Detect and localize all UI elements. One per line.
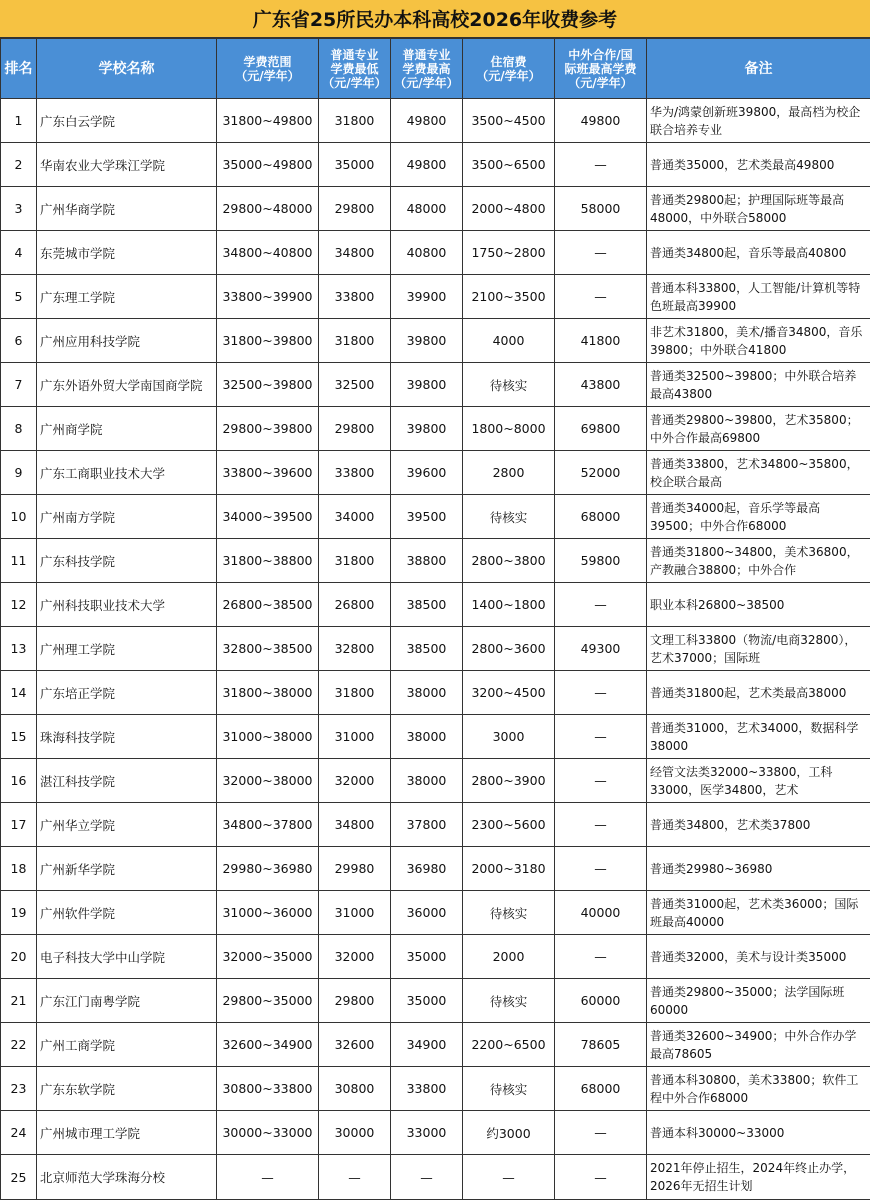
cell-note: 普通类31000，艺术34000，数据科学38000 <box>647 715 870 759</box>
cell-range: 31800~38800 <box>217 539 319 583</box>
col-header-range: 学费范围 （元/学年） <box>217 39 319 99</box>
cell-dorm: 1400~1800 <box>463 583 555 627</box>
table-row <box>1 979 870 1023</box>
cell-range: 34800~40800 <box>217 231 319 275</box>
cell-rank: 18 <box>1 847 37 891</box>
cell-school: 广东理工学院 <box>37 275 217 319</box>
cell-max: 36980 <box>391 847 463 891</box>
table-row <box>1 319 870 363</box>
cell-school: 广东白云学院 <box>37 99 217 143</box>
cell-min: 31800 <box>319 539 391 583</box>
cell-school: 广州城市理工学院 <box>37 1111 217 1155</box>
cell-school: 广东培正学院 <box>37 671 217 715</box>
table-row <box>1 99 870 143</box>
cell-intl: — <box>555 847 647 891</box>
cell-dorm: 1750~2800 <box>463 231 555 275</box>
table-row <box>1 627 870 671</box>
table-row <box>1 1111 870 1155</box>
table-row <box>1 451 870 495</box>
cell-note: 普通本科30000~33000 <box>647 1111 870 1155</box>
cell-school: 广州工商学院 <box>37 1023 217 1067</box>
cell-note: 普通类32500~39800；中外联合培养最高43800 <box>647 363 870 407</box>
cell-dorm: 3500~6500 <box>463 143 555 187</box>
cell-range: 29980~36980 <box>217 847 319 891</box>
cell-rank: 22 <box>1 1023 37 1067</box>
cell-min: 29800 <box>319 407 391 451</box>
cell-note: 普通类34800起，音乐等最高40800 <box>647 231 870 275</box>
cell-range: — <box>217 1155 319 1200</box>
cell-note: 普通类35000，艺术类最高49800 <box>647 143 870 187</box>
cell-intl: 58000 <box>555 187 647 231</box>
table-row <box>1 1067 870 1111</box>
cell-intl: — <box>555 275 647 319</box>
cell-max: 49800 <box>391 99 463 143</box>
cell-rank: 8 <box>1 407 37 451</box>
cell-range: 26800~38500 <box>217 583 319 627</box>
cell-rank: 21 <box>1 979 37 1023</box>
table-row <box>1 1023 870 1067</box>
cell-school: 东莞城市学院 <box>37 231 217 275</box>
cell-rank: 20 <box>1 935 37 979</box>
cell-intl: — <box>555 671 647 715</box>
cell-note: 2021年停止招生，2024年终止办学，2026年无招生计划 <box>647 1155 870 1200</box>
cell-rank: 5 <box>1 275 37 319</box>
cell-range: 33800~39600 <box>217 451 319 495</box>
cell-min: 32500 <box>319 363 391 407</box>
cell-max: — <box>391 1155 463 1200</box>
cell-dorm: 待核实 <box>463 891 555 935</box>
col-header-max: 普通专业 学费最高 （元/学年） <box>391 39 463 99</box>
cell-max: 34900 <box>391 1023 463 1067</box>
cell-min: 34800 <box>319 231 391 275</box>
cell-intl: — <box>555 803 647 847</box>
cell-intl: 49300 <box>555 627 647 671</box>
cell-range: 32000~38000 <box>217 759 319 803</box>
cell-min: 29800 <box>319 979 391 1023</box>
cell-dorm: 2000 <box>463 935 555 979</box>
cell-rank: 25 <box>1 1155 37 1200</box>
cell-school: 广东江门南粤学院 <box>37 979 217 1023</box>
cell-dorm: 2000~4800 <box>463 187 555 231</box>
cell-rank: 2 <box>1 143 37 187</box>
cell-min: 32000 <box>319 759 391 803</box>
cell-min: 31000 <box>319 891 391 935</box>
cell-min: 26800 <box>319 583 391 627</box>
cell-range: 31800~49800 <box>217 99 319 143</box>
cell-dorm: 待核实 <box>463 495 555 539</box>
cell-intl: 52000 <box>555 451 647 495</box>
cell-rank: 16 <box>1 759 37 803</box>
table-row <box>1 891 870 935</box>
cell-min: 29800 <box>319 187 391 231</box>
cell-school: 广东东软学院 <box>37 1067 217 1111</box>
cell-school: 广州新华学院 <box>37 847 217 891</box>
cell-dorm: 约3000 <box>463 1111 555 1155</box>
cell-intl: 60000 <box>555 979 647 1023</box>
cell-min: 35000 <box>319 143 391 187</box>
table-row <box>1 583 870 627</box>
cell-note: 普通本科30800，美术33800；软件工程中外合作68000 <box>647 1067 870 1111</box>
cell-school: 广东工商职业技术大学 <box>37 451 217 495</box>
cell-note: 普通类31800~34800，美术36800，产教融合38800；中外合作 <box>647 539 870 583</box>
cell-intl: — <box>555 231 647 275</box>
cell-max: 39800 <box>391 319 463 363</box>
cell-rank: 15 <box>1 715 37 759</box>
col-header-intl: 中外合作/国 际班最高学费 （元/学年） <box>555 39 647 99</box>
cell-intl: 69800 <box>555 407 647 451</box>
cell-range: 30800~33800 <box>217 1067 319 1111</box>
cell-note: 普通类32600~34900；中外合作办学最高78605 <box>647 1023 870 1067</box>
cell-dorm: 待核实 <box>463 1067 555 1111</box>
cell-rank: 13 <box>1 627 37 671</box>
table-row <box>1 231 870 275</box>
cell-note: 文理工科33800（物流/电商32800），艺术37000；国际班 <box>647 627 870 671</box>
cell-dorm: 待核实 <box>463 363 555 407</box>
cell-dorm: 待核实 <box>463 979 555 1023</box>
cell-dorm: 2300~5600 <box>463 803 555 847</box>
cell-max: 38000 <box>391 715 463 759</box>
fee-table <box>0 38 870 1200</box>
cell-note: 普通类29800起；护理国际班等最高48000，中外联合58000 <box>647 187 870 231</box>
cell-range: 29800~35000 <box>217 979 319 1023</box>
cell-range: 30000~33000 <box>217 1111 319 1155</box>
cell-max: 39900 <box>391 275 463 319</box>
table-row <box>1 671 870 715</box>
cell-intl: 78605 <box>555 1023 647 1067</box>
table-body <box>1 99 870 1200</box>
cell-rank: 12 <box>1 583 37 627</box>
cell-dorm: 2100~3500 <box>463 275 555 319</box>
cell-max: 48000 <box>391 187 463 231</box>
cell-rank: 11 <box>1 539 37 583</box>
cell-max: 39800 <box>391 363 463 407</box>
cell-school: 广州软件学院 <box>37 891 217 935</box>
cell-min: 33800 <box>319 275 391 319</box>
cell-note: 经管文法类32000~33800，工科33000，医学34800，艺术 <box>647 759 870 803</box>
cell-school: 广州华商学院 <box>37 187 217 231</box>
cell-intl: 43800 <box>555 363 647 407</box>
cell-dorm: 2800~3600 <box>463 627 555 671</box>
cell-intl: 68000 <box>555 495 647 539</box>
table-row <box>1 803 870 847</box>
cell-rank: 23 <box>1 1067 37 1111</box>
table-row <box>1 187 870 231</box>
col-header-rank: 排名 <box>1 39 37 99</box>
cell-dorm: 2800 <box>463 451 555 495</box>
cell-note: 普通类29800~35000；法学国际班60000 <box>647 979 870 1023</box>
cell-school: 广东外语外贸大学南国商学院 <box>37 363 217 407</box>
cell-max: 39800 <box>391 407 463 451</box>
cell-rank: 19 <box>1 891 37 935</box>
cell-intl: — <box>555 143 647 187</box>
cell-school: 珠海科技学院 <box>37 715 217 759</box>
cell-min: 31000 <box>319 715 391 759</box>
cell-range: 32800~38500 <box>217 627 319 671</box>
table-row <box>1 143 870 187</box>
cell-max: 38800 <box>391 539 463 583</box>
col-header-dorm: 住宿费 （元/学年） <box>463 39 555 99</box>
cell-min: — <box>319 1155 391 1200</box>
cell-intl: 49800 <box>555 99 647 143</box>
table-row <box>1 363 870 407</box>
cell-note: 普通类31800起，艺术类最高38000 <box>647 671 870 715</box>
cell-max: 33800 <box>391 1067 463 1111</box>
cell-school: 广州应用科技学院 <box>37 319 217 363</box>
table-row <box>1 935 870 979</box>
cell-intl: — <box>555 935 647 979</box>
cell-range: 29800~48000 <box>217 187 319 231</box>
cell-school: 湛江科技学院 <box>37 759 217 803</box>
cell-note: 普通类34000起，音乐学等最高39500；中外合作68000 <box>647 495 870 539</box>
table-row <box>1 1155 870 1200</box>
cell-min: 30000 <box>319 1111 391 1155</box>
cell-rank: 6 <box>1 319 37 363</box>
table-header-row <box>1 39 870 99</box>
cell-max: 39500 <box>391 495 463 539</box>
cell-dorm: 3500~4500 <box>463 99 555 143</box>
cell-school: 广州商学院 <box>37 407 217 451</box>
cell-rank: 17 <box>1 803 37 847</box>
cell-note: 普通类32000，美术与设计类35000 <box>647 935 870 979</box>
cell-dorm: 3000 <box>463 715 555 759</box>
table-row <box>1 275 870 319</box>
cell-range: 34000~39500 <box>217 495 319 539</box>
cell-note: 普通类29800~39800，艺术35800；中外合作最高69800 <box>647 407 870 451</box>
cell-range: 32500~39800 <box>217 363 319 407</box>
cell-rank: 9 <box>1 451 37 495</box>
cell-range: 31800~39800 <box>217 319 319 363</box>
cell-max: 40800 <box>391 231 463 275</box>
col-header-note: 备注 <box>647 39 870 99</box>
cell-max: 36000 <box>391 891 463 935</box>
cell-note: 普通类31000起，艺术类36000；国际班最高40000 <box>647 891 870 935</box>
cell-max: 38000 <box>391 759 463 803</box>
cell-range: 31000~36000 <box>217 891 319 935</box>
cell-school: 广州科技职业技术大学 <box>37 583 217 627</box>
table-row <box>1 407 870 451</box>
cell-max: 38500 <box>391 627 463 671</box>
cell-note: 普通类34800，艺术类37800 <box>647 803 870 847</box>
cell-min: 31800 <box>319 319 391 363</box>
table-row <box>1 539 870 583</box>
cell-school: 广州南方学院 <box>37 495 217 539</box>
cell-intl: 41800 <box>555 319 647 363</box>
cell-min: 30800 <box>319 1067 391 1111</box>
cell-school: 广东科技学院 <box>37 539 217 583</box>
cell-rank: 14 <box>1 671 37 715</box>
cell-range: 34800~37800 <box>217 803 319 847</box>
cell-range: 32000~35000 <box>217 935 319 979</box>
cell-school: 广州华立学院 <box>37 803 217 847</box>
cell-min: 32600 <box>319 1023 391 1067</box>
cell-range: 32600~34900 <box>217 1023 319 1067</box>
cell-range: 35000~49800 <box>217 143 319 187</box>
cell-intl: — <box>555 715 647 759</box>
cell-dorm: 2800~3900 <box>463 759 555 803</box>
cell-range: 31000~38000 <box>217 715 319 759</box>
cell-intl: — <box>555 1111 647 1155</box>
cell-min: 31800 <box>319 671 391 715</box>
cell-school: 北京师范大学珠海分校 <box>37 1155 217 1200</box>
cell-intl: 68000 <box>555 1067 647 1111</box>
cell-school: 华南农业大学珠江学院 <box>37 143 217 187</box>
cell-dorm: 2800~3800 <box>463 539 555 583</box>
table-row <box>1 759 870 803</box>
cell-intl: 59800 <box>555 539 647 583</box>
cell-dorm: 4000 <box>463 319 555 363</box>
cell-max: 49800 <box>391 143 463 187</box>
col-header-school: 学校名称 <box>37 39 217 99</box>
cell-dorm: 2200~6500 <box>463 1023 555 1067</box>
cell-intl: 40000 <box>555 891 647 935</box>
cell-school: 广州理工学院 <box>37 627 217 671</box>
cell-max: 38000 <box>391 671 463 715</box>
cell-max: 35000 <box>391 979 463 1023</box>
cell-max: 39600 <box>391 451 463 495</box>
table-row <box>1 847 870 891</box>
cell-rank: 7 <box>1 363 37 407</box>
cell-max: 35000 <box>391 935 463 979</box>
cell-min: 31800 <box>319 99 391 143</box>
cell-dorm: 1800~8000 <box>463 407 555 451</box>
col-header-min: 普通专业 学费最低 （元/学年） <box>319 39 391 99</box>
cell-dorm: 3200~4500 <box>463 671 555 715</box>
cell-note: 普通类29980~36980 <box>647 847 870 891</box>
cell-note: 非艺术31800，美术/播音34800，音乐39800；中外联合41800 <box>647 319 870 363</box>
cell-range: 31800~38000 <box>217 671 319 715</box>
table-row <box>1 715 870 759</box>
cell-rank: 1 <box>1 99 37 143</box>
cell-rank: 4 <box>1 231 37 275</box>
page-title: 广东省25所民办本科高校2026年收费参考 <box>0 0 870 38</box>
cell-min: 33800 <box>319 451 391 495</box>
cell-min: 32800 <box>319 627 391 671</box>
cell-range: 29800~39800 <box>217 407 319 451</box>
cell-rank: 10 <box>1 495 37 539</box>
cell-min: 34000 <box>319 495 391 539</box>
cell-max: 37800 <box>391 803 463 847</box>
cell-intl: — <box>555 1155 647 1200</box>
cell-note: 华为/鸿蒙创新班39800，最高档为校企联合培养专业 <box>647 99 870 143</box>
cell-max: 38500 <box>391 583 463 627</box>
cell-intl: — <box>555 759 647 803</box>
cell-range: 33800~39900 <box>217 275 319 319</box>
cell-max: 33000 <box>391 1111 463 1155</box>
cell-rank: 24 <box>1 1111 37 1155</box>
cell-min: 29980 <box>319 847 391 891</box>
cell-dorm: 2000~3180 <box>463 847 555 891</box>
cell-school: 电子科技大学中山学院 <box>37 935 217 979</box>
cell-note: 普通本科33800，人工智能/计算机等特色班最高39900 <box>647 275 870 319</box>
cell-note: 普通类33800，艺术34800~35800，校企联合最高 <box>647 451 870 495</box>
table-row <box>1 495 870 539</box>
cell-min: 34800 <box>319 803 391 847</box>
cell-min: 32000 <box>319 935 391 979</box>
cell-rank: 3 <box>1 187 37 231</box>
cell-note: 职业本科26800~38500 <box>647 583 870 627</box>
cell-dorm: — <box>463 1155 555 1200</box>
cell-intl: — <box>555 583 647 627</box>
